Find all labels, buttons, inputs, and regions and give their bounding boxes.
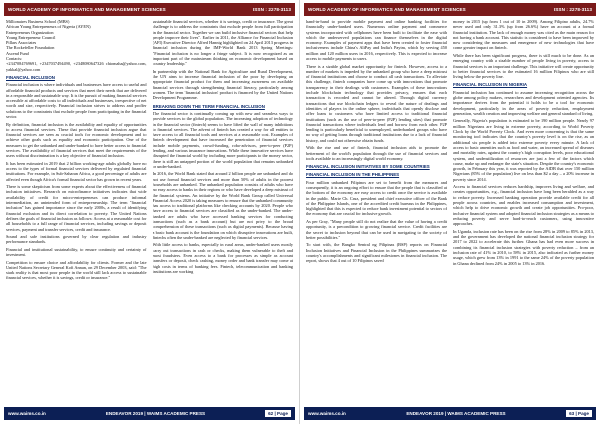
address-line: Young Entrepreneur Council: [6, 34, 56, 40]
page-right: [300, 0, 600, 424]
address-line: +2347084769691, +2347037494490, +2348080647326 chiomaha@yahoo.com, yakkal@yahoo.com: [6, 61, 147, 72]
body-paragraph: Financial and institutional sustainability, to ensure continuity and certainty of investment.: [6, 246, 147, 258]
address-line: Ascend Fund: [6, 50, 29, 56]
body-paragraph: As per Gray, "Many people still do not realize that the value of having a credit opportunity, is a precondition to growing financial service. Credit facilities are the secret to inclusion beyond that can be used in navigating to the society of better possibilities.": [306, 218, 447, 240]
page-footer: [4, 407, 295, 420]
body-paragraph: There is a sizable global market opportunity for fintech. However, access to a number of markets is impeded by the unbanked group who have a deep mistrust of financial institutions and choose to conduct all cash transactions. To alleviate this challenge, fintech companies have come up with innovations that promote transparency in their dealings with customers. Examples of these innovations include blockchain technology that provides privacy, ensures that each transaction is recorded and cannot be altered. Through digital currency transactions that use blockchain ledgers to reveal the nature of dealings and identities of players in the online sphere, individuals that openly disclose and offer loans to customers who have limited access to traditional financial institutions (such as the use of peer-to-peer (P2P) lending sites) that promote financial transactions where individuals lend and borrow from each other. P2P lending is particularly beneficial to unemployed, underbanked groups who have no way of getting loans through traditional institutions due to a lack of financial history, and could not otherwise obtain funds.: [306, 63, 447, 143]
page-footer: [304, 407, 596, 420]
body-paragraph: hand-in-hand to provide mobile payment and online banking facilities for financially under-banked users. Numerous online payment and commerce systems incorporated with cellphones have been built to facilitate the ease with which the underserved populations can finance themselves in the digital economy. Examples of payment apps that have been created to foster financial inclusiveness include China's AliPay and India's Paytm, which by serving 450 million and 120 million users in 2016, respectively. This is expected to increase access to mobile payments to users.: [306, 19, 447, 62]
journal-header: [304, 3, 596, 16]
address-line: The Rockefeller Foundation: [6, 45, 55, 51]
body-paragraph: In partnership with the National Bank for Agriculture and Rural Development, the UN aims to increase financial inclusion of the poor by developing an appropriate financial product for them and increasing awareness on available financial services through strengthening financial literacy, particularly among women. The term 'financial inclusion' product is financed by the United Nations Development Programme.: [152, 68, 293, 101]
journal-title: WORLD ACADEMY OF INFORMATICS AND MANAGEMENT SCIENCES: [8, 7, 166, 12]
body-paragraph: While there has been significant progress, there is still much to be done. As an emerging country with a sizable number of people living in poverty, access to financial services is an important challenge. This initiative will create opportunity to better financial services to the estimated 16 million Filipinos who are still living below the poverty line.: [453, 52, 594, 80]
right-columns: [306, 19, 594, 401]
body-paragraph: Access to financial services reduces hardship, improves living and welfare, and creates opportunities, e.g., financial inclusion have long been heralded as a way to reduce poverty. Increased banking operation provide available credit for all people across countries, and enables increased consumption and investment, which help to drive economic growth and create job opportunities. Pro-poor, inclusive financial system and adopted financial inclusion strategies as a means to reducing poverty and serve hard-to-reach customers, using innovative approaches.: [453, 184, 594, 227]
journal-header: [4, 3, 295, 16]
body-paragraph: With the rise and use of fintech, financial inclusion aids to promote the betterment of the world's population through the use of financial services and tools available to an increasingly digital world economy.: [306, 145, 447, 161]
body-paragraph: Four million unbanked Filipinos are set to benefit from the measures and consequently, it is an ongoing effort to ensure that the people that is classified at the bottom of the economy are easy access to credit once the service is available in the public. Marie Ch. Cruz, president and chief executive officer of the Bank of the Philippine Islands, one of the accredited credit bureaus in the Philippines, highlighted that this is expected to reduce bank investment potential to sectors of the economy that are crucial for inclusive growth.: [306, 179, 447, 217]
address-line: African Young Entrepreneurs of Nigeria (AYEN): [6, 24, 91, 30]
address-line: Pillars Associates: [6, 40, 37, 46]
section-heading: FINANCIAL INCLUSION: [6, 74, 55, 80]
footer-url-link[interactable]: www.waims.co.in: [8, 411, 46, 416]
footer-issue: ENDEAVOR 2019 | WAIMS ACADEMIC PRESS: [105, 411, 206, 416]
body-paragraph: money in 2015 (up from 1 out of 10 in 2009). Among Filipino adults, 24.7% never used and only 31.3% (up from 26.6%) have an account at a formal financial institution. The lack of enough money was cited as the main reason for not having a bank account. This statistic is considered to have been improved by now considering the measures and emergence of new technologies that have come greater impact on fintech.: [453, 19, 594, 51]
body-paragraph: Financial inclusion is where individuals and businesses have access to useful and affordable financial products and services that meet their needs that are delivered in a responsible and sustainable way. It is the pursuit of making financial services accessible at affordable costs to all individuals and businesses, irrespective of net worth and size, respectively. Financial inclusion strives to address and proffer solutions to the constraints that exclude people from participating in the financial sector.: [6, 82, 147, 120]
left-column-1: [6, 19, 147, 401]
body-paragraph: In Uganda, inclusion rate has been on the rise from 28% in 2009 to 85% in 2013, and the government has developed the national financial inclusion strategy for 2017 to 2022 to accelerate this further. Ghana has had even more success in combining its financial inclusion strategies with poverty reduction – from an inclusion rate of 41% in 2010, to 58% in 2015, also indicated as further money usage, which grew from 13% in 1991 to the same 24% of the poverty population in Ghana declined from 24% in 2005 to 13% in 2016.: [453, 228, 594, 266]
section-heading: BREAKING DOWN THE TERM FINANCIAL INCLUSION: [152, 103, 265, 109]
page-number: 63 | Page: [566, 410, 592, 417]
body-paragraph: The financial sector is continually coming up with new and seamless ways to provide services to the global population. The increasing adoption of technology in the financial sector (fintech) seems to have lifted the wall of many inhibitions to financial services. The advent of fintech has created a way for all entities to have access to all financial tools and services at a reasonable cost. Examples of fintech development that have increased the penetration of financial services include mobile payments, crowd-funding, robo-advisors, peer-to-peer (P2P) lending, and various insurance innovations. While these innovative services have disrupted the financial world by including more participants to the money sector, there is still an untapped portion of the world population that remains unbanked or under-banked.: [152, 110, 293, 169]
body-paragraph: Generally, Nigeria's population is estimated to be 190 million people. Nearly 97 million Nigerians are living in extreme poverty, according to World Poverty Clock by the World Poverty Clock. And even more concerning is that the same monitoring tool indicates that the country's poverty level is on the rise, as an additional six people is added into extreme poverty every minute. A lack of access to basic amenities such as food and water, an increased spread of diseases and mortality rates, against the country's high corruption levels, poor educational system, and underutilization of resources are just a few of the factors which cause, make up and endanger the state's situation. Despite the country's economic growth, in February this year, it was reported by the AfDB that over 150 million Nigerians (85% of the population) live on less than $2 a day – a 20% increase in poverty since 2014.: [453, 118, 594, 182]
page-number: 62 | Page: [265, 410, 291, 417]
left-columns: [6, 19, 293, 401]
section-heading: FINANCIAL INCLUSION IN THE PHILIPPINES: [306, 172, 400, 178]
address-line: Millionaires Business School (MBS): [6, 19, 70, 24]
footer-issue: ENDEAVOR 2019 | WAIMS ACADEMIC PRESS: [406, 411, 506, 416]
body-paragraph: In 2016, the World Bank stated that around 2 billion people are unbanked and do not use formal financial services and more than 50% of adults in the poorest households are unbanked. The unbanked population consists of adults who have no easy access to banks in their regions or who have developed a deep mistrust of the financial systems. An initiative by the World Bank Group called Universal Financial Access 2020 is taking measures to ensure that the unbanked community has access to traditional platforms like checking accounts by 2020. People who have access to financial services are classified as the under-banked. The under-banked are adults who have accessed banking services for conducting transactions (such as a bank account) but are not privy to the broad comprehension of these transactions (such as digital payments). Because having a basic bank account is the foundation on which disruptive innovations are built, fintechs often the under-banked are neglected by financial services.: [152, 171, 293, 240]
body-paragraph: There is some skepticism from some experts about the effectiveness of financial inclusion initiatives. Research on microfinance initiatives indicates that wide availability of credit for micro-entrepreneurs can produce informal intermediation, an unintended form of entrepreneurship. The term "financial inclusion" has gained importance since the early 2000s, a result of identifying financial exclusion and its direct correlation to poverty. The United Nations defines the goals of financial inclusion as follows: Access at a reasonable cost for all households to a full range of financial services, including savings or deposit services, payment and transfer services, credit and insurance.: [6, 184, 147, 232]
right-column-1: [306, 19, 447, 401]
body-paragraph: Financial inclusion has continued to assume increasing recognition across the globe among policy makers, researchers and development oriented agencies. Its importance derives from the potential it holds to be a tool for economic development, particularly in the areas of poverty reduction, employment generation, wealth creation and improving welfare and general standard of living.: [453, 89, 594, 116]
right-column-2: [453, 19, 594, 401]
body-paragraph: sustainable financial services, whether it is savings, credit or insurance. The great challenge is to address the constraints that exclude people from full participation in the financial sector. Together we can build inclusive financial sectors that help people improve their lives". Earlier in 2011, the Alliance for Financial Inclusion (AFI) Executive Director Alfred Hannig highlighted on 24 April 2013 progress in financial inclusion during the IMF-World Bank 2013 Spring Meetings: "Financial inclusion is no longer a fringe subject. It is now recognized as an important part of the mainstream thinking on economic development based on country leadership.": [152, 19, 293, 67]
body-paragraph: Competition to ensure choice and affordability for clients. Former and the late United Nations Secretary General Kofi Annan, on 29 December 2003, said: "The stark reality is that most poor people in the world still lack access to sustainable financial services, whether it is savings, credit or insurance.": [6, 259, 147, 281]
address-line: Entrepreneurs Organization: [6, 29, 54, 35]
body-paragraph: Sound and safe institutions governed by clear regulation and industry performance standards.: [6, 234, 147, 245]
body-paragraph: To start with, the Bangko Sentral ng Pilipinas (BSP) reports on Financial Inclusion Initiatives and Financial Inclusion in the Philippines summarizes the country's accomplishments and significant milestones in financial inclusion. The report, shows that 4 out of 10 Filipinos saved: [306, 242, 447, 264]
journal-title: WORLD ACADEMY OF INFORMATICS AND MANAGEMENT SCIENCES: [308, 7, 466, 12]
section-heading: FINANCIAL INCLUSION INITIATIVES BY SOME COUNTRIES: [306, 164, 430, 170]
address-line: Contacts:: [6, 56, 23, 62]
issn-label: ISSN : 2278-3113: [252, 7, 291, 12]
footer-url-link[interactable]: www.waims.co.in: [308, 411, 346, 416]
body-paragraph: By definition, financial inclusion is the availability and equality of opportunities to access financial services. These that provide financial inclusion argue that financial services are seen as crucial tools for economic development and to achieve other goals such as equality and economic participation. One of the measures to get the unbanked and under-banked to have better access to financial services. The availability of financial services that meet the requirements of the users without discrimination is a key objective of financial inclusion.: [6, 121, 147, 159]
left-column-2: [153, 19, 294, 401]
section-heading: FINANCIAL INCLUSION IN NIGERIA: [453, 82, 528, 88]
body-paragraph: It has been estimated in 2019 that 2 billion working-age adults globally have no access to the types of formal financial services delivered by regulated financial institutions. For example, in Sub-Saharan Africa, a good percentage of adults are affected even though Africa's formal financial sector has grown in recent years.: [6, 160, 147, 182]
body-paragraph: With little access to banks, especially in rural areas, under-banked users mostly carry out transactions in cash or checks, making them vulnerable to theft and most fraudsters. Even access to a bank for processes as simple as account transfers or deposit, check cashing, money order and bank transfer may come at high costs in terms of banking fees. Fintech, telecommunication and banking institutions are working: [152, 242, 293, 274]
issn-label: ISSN : 2278-3113: [553, 7, 592, 12]
